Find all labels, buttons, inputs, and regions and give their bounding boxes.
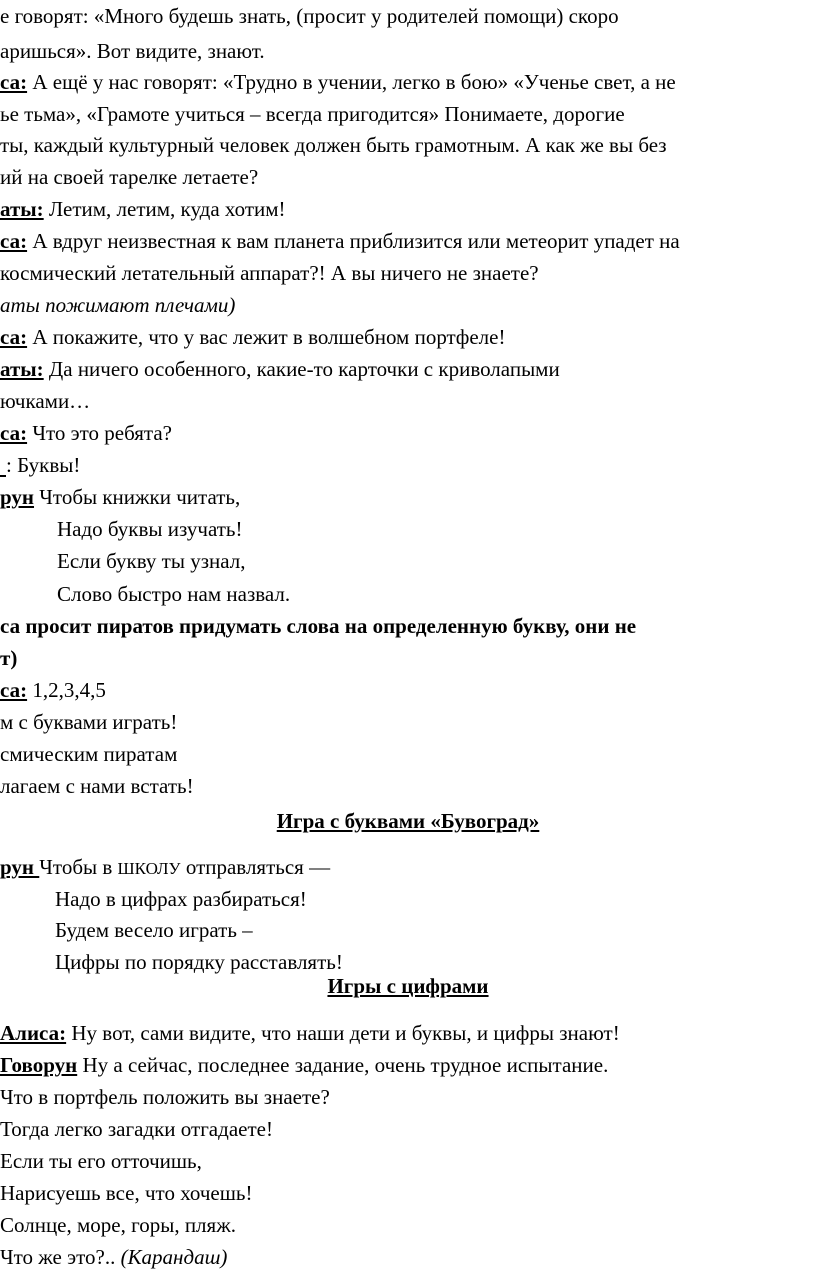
poem-line: лагаем с нами встать! <box>0 774 194 798</box>
dialogue-line <box>0 1021 620 1045</box>
speaker-label: аты: <box>0 357 44 381</box>
poem-line <box>0 1245 227 1269</box>
speaker-label: са: <box>0 70 28 94</box>
poem-line: Тогда легко загадки отгадаете! <box>0 1117 273 1141</box>
stage-direction: са просит пиратов придумать слова на определенную букву, они не <box>0 614 637 638</box>
speaker-label: са: <box>0 421 28 445</box>
section-heading: Игра с буквами «Бувоград» <box>276 809 540 833</box>
section-heading: Игры с цифрами <box>327 974 489 998</box>
text-line: ючками… <box>0 389 91 413</box>
dialogue-text: Что это ребята? <box>27 421 173 445</box>
dialogue-text: 1,2,3,4,5 <box>27 678 106 702</box>
dialogue-text: А покажите, что у вас лежит в волшебном портфеле! <box>27 325 506 349</box>
poem-line: Цифры по порядку расставлять! <box>55 950 343 974</box>
poem-line: Солнце, море, горы, пляж. <box>0 1213 236 1237</box>
text-line: ты, каждый культурный человек должен быть грамотным. А как же вы без <box>0 133 667 157</box>
dialogue-line <box>0 421 172 445</box>
dialogue-line <box>0 325 505 349</box>
poem-line: смическим пиратам <box>0 742 178 766</box>
dialogue-line <box>0 357 560 381</box>
dialogue-text: Ну вот, сами видите, что наши дети и буквы, и цифры знают! <box>66 1021 620 1045</box>
text-line: е говорят: «Много будешь знать, (просит у родителей помощи) скоро <box>0 4 619 28</box>
dialogue-line <box>0 485 240 509</box>
dialogue-text: : Буквы! <box>6 453 81 477</box>
poem-line: Надо в цифрах разбираться! <box>55 887 307 911</box>
speaker-label: рун <box>0 485 35 509</box>
speaker-label: са: <box>0 325 28 349</box>
speaker-label: Говорун <box>0 1053 78 1077</box>
dialogue-line <box>0 70 676 94</box>
dialogue-text: Летим, летим, куда хотим! <box>43 197 286 221</box>
poem-line: Если ты его отточишь, <box>0 1149 202 1173</box>
speaker-label: аты: <box>0 197 44 221</box>
dialogue-line <box>0 855 330 881</box>
poem-line: м с буквами играть! <box>0 710 178 734</box>
text-line: ье тьма», «Грамоте учиться – всегда пригодится» Понимаете, дорогие <box>0 102 625 126</box>
dialogue-text: Чтобы книжки читать, <box>34 485 241 509</box>
riddle-text: Что же это?.. <box>0 1245 116 1269</box>
poem-line: Будем весело играть – <box>55 918 253 942</box>
poem-line: Надо буквы изучать! <box>57 517 243 541</box>
dialogue-line <box>0 197 286 221</box>
riddle-answer: (Карандаш) <box>115 1245 228 1269</box>
text-line: космический летательный аппарат?! А вы ничего не знаете? <box>0 261 539 285</box>
dialogue-text: Чтобы в <box>39 855 118 879</box>
poem-line: Нарисуешь все, что хочешь! <box>0 1181 253 1205</box>
dialogue-line <box>0 229 680 253</box>
speaker-label: са: <box>0 229 28 253</box>
stage-direction: т) <box>0 646 18 670</box>
text-line: ий на своей тарелке летаете? <box>0 165 259 189</box>
speaker-label: рун <box>0 855 40 879</box>
text-line: аришься». Вот видите, знают. <box>0 39 265 63</box>
dialogue-text: А ещё у нас говорят: «Трудно в учении, легко в бою» «Ученье свет, а не <box>27 70 676 94</box>
stage-direction: аты пожимают плечами) <box>0 293 236 317</box>
dialogue-text: отправляться — <box>180 855 331 879</box>
dialogue-line <box>0 678 106 702</box>
speaker-label: са: <box>0 678 28 702</box>
dialogue-text: Да ничего особенного, какие-то карточки с криволапыми <box>43 357 560 381</box>
poem-line: Слово быстро нам назвал. <box>57 582 291 606</box>
dialogue-line <box>0 1053 608 1077</box>
dialogue-text: ШКОЛУ <box>117 859 181 878</box>
dialogue-text: А вдруг неизвестная к вам планета приблизится или метеорит упадет на <box>27 229 680 253</box>
poem-line: Что в портфель положить вы знаете? <box>0 1085 330 1109</box>
speaker-label: Алиса: <box>0 1021 67 1045</box>
dialogue-line <box>0 453 80 477</box>
dialogue-text: Ну а сейчас, последнее задание, очень трудное испытание. <box>77 1053 609 1077</box>
poem-line: Если букву ты узнал, <box>57 549 246 573</box>
